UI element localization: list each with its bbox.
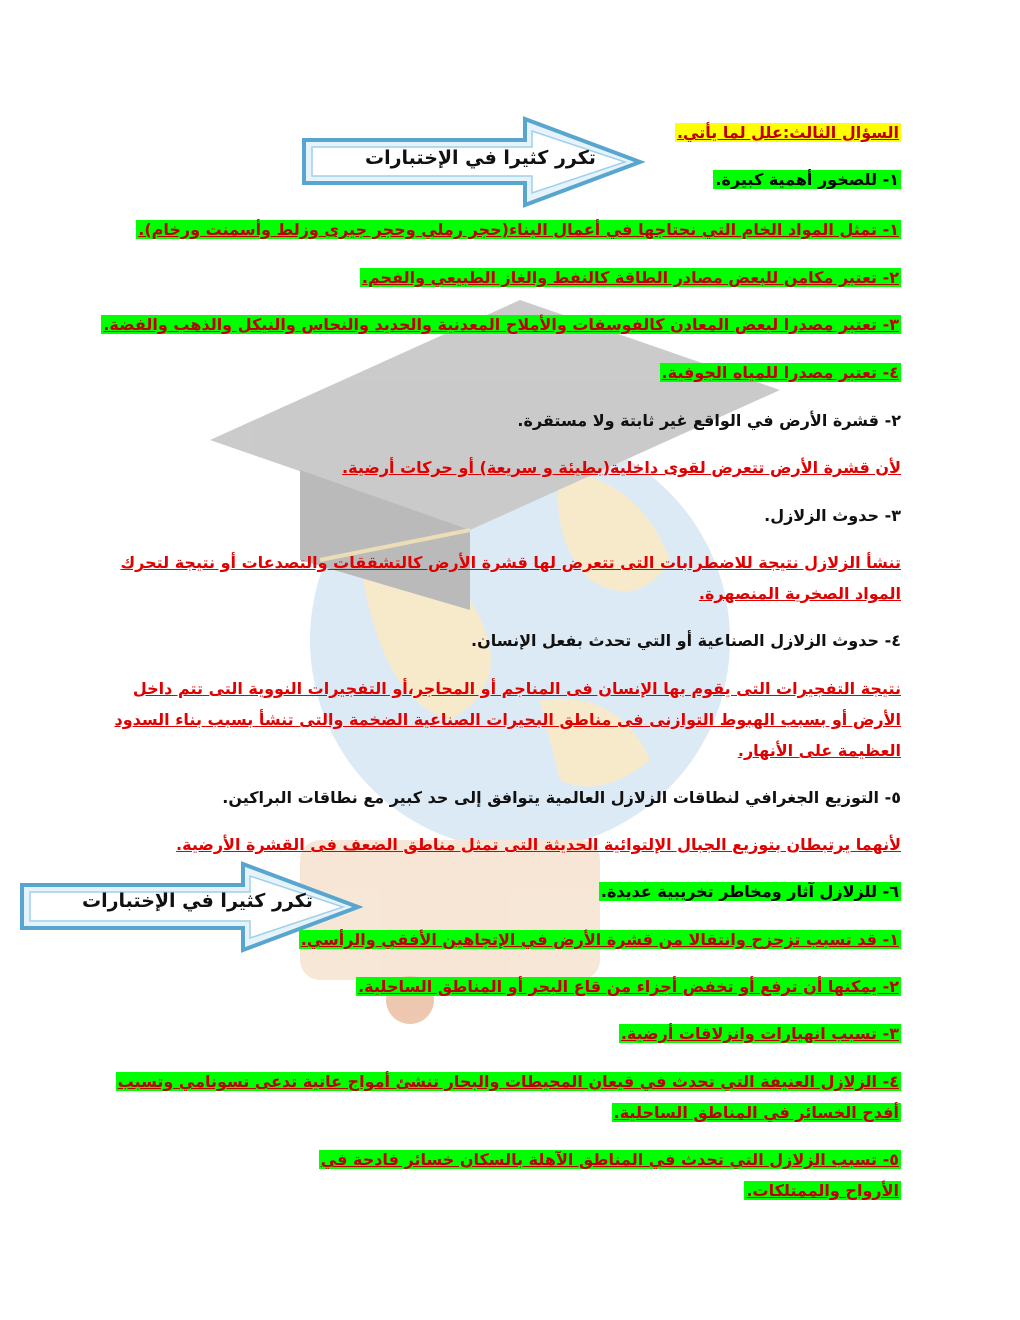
q6-answer-1: ١- قد تسبب تزحزح وانتقالا من قشرة الأرض في الإتجاهين الأفقي والرأسي. <box>300 930 899 949</box>
q6-answer-2: ٢- يمكنها أن ترفع أو تخفض أجزاء من قاع البحر أو المناطق الساحلية. <box>358 977 899 996</box>
q6-answer-4-line-2: أفدح الخسائر في المناطق الساحلية. <box>613 1103 899 1122</box>
callout-label-1: تكرر كثيرا في الإختبارات <box>365 147 596 169</box>
q2-answer: لأن قشرة الأرض تتعرض لقوى داخلية(بطيئة و سريعة) أو حركات أرضية. <box>342 458 901 477</box>
q5-heading: ٥- التوزيع الجغرافي لنطاقات الزلازل العالمية يتوافق إلى حد كبير مع نطاقات البراكين. <box>222 788 901 807</box>
q4-heading: ٤- حدوث الزلازل الصناعية أو التي تحدث بفعل الإنسان. <box>471 631 901 650</box>
question-title: السؤال الثالث:علل لما يأتي. <box>676 123 899 142</box>
q3-answer-line-1: تنشأ الزلازل نتيجة للاضطرابات التى تتعرض لها قشرة الأرض كالتشققات والتصدعات أو نتيجة لتحرك <box>120 553 901 572</box>
q5-answer: لأنهما يرتبطان بتوزيع الجبال الإلتوائية الحديثة التى تمثل مناطق الضعف فى القشرة الأرضية. <box>176 835 901 854</box>
q1-answer-2: ٢- تعتبر مكامن للبعض مصادر الطاقة كالنفط والغاز الطبيعي والفحم. <box>361 268 899 287</box>
q6-answer-5-line-2: الأرواح والممتلكات. <box>746 1181 899 1200</box>
q1-answer-1: ١- تمثل المواد الخام التي نحتاجها في أعمال البناء(حجر رملي وحجر جيرى وزلط وأسمنت ورخام). <box>138 220 899 239</box>
q1-heading: ١- للصخور أهمية كبيرة. <box>715 170 899 189</box>
q6-answer-3: ٣- تسبب انهيارات وانزلاقات أرضية. <box>620 1024 899 1043</box>
q4-answer-line-2: الأرض أو بسبب الهبوط التوازنى فى مناطق البحيرات الصناعية الضخمة والتى تنشأ بسبب بناء السدود <box>114 710 901 729</box>
q2-heading: ٢- قشرة الأرض في الواقع غير ثابتة ولا مستقرة. <box>517 411 901 430</box>
q6-answer-4-line-1: ٤- الزلازل العنيفة التي تحدث في قيعان المحيطات والبحار تنشئ أمواج عاتية تدعى تسونامي وتسبب <box>117 1072 899 1091</box>
q3-answer-line-2: المواد الصخرية المنصهرة. <box>698 584 901 603</box>
callout-label-2: تكرر كثيرا في الإختبارات <box>82 890 313 912</box>
q4-answer-line-1: نتيجة التفجيرات التى يقوم بها الإنسان فى المناجم أو المحاجر،أو التفجيرات النووية التى تتم داخل <box>132 679 901 698</box>
q1-answer-3: ٣- تعتبر مصدرا لبعض المعادن كالفوسفات والأملاح المعدنية والحديد والنحاس والنيكل والذهب والفضة. <box>103 315 899 334</box>
q4-answer-line-3: العظيمة على الأنهار. <box>737 741 901 760</box>
q6-heading: ٦- للزلازل آثار ومخاطر تخريبية عديدة. <box>600 882 899 901</box>
q6-answer-5-line-1: ٥- تسبب الزلازل التي تحدث في المناطق الآهلة بالسكان خسائر فادحة في <box>320 1150 899 1169</box>
q1-answer-4: ٤- تعتبر مصدرا للمياه الجوفية. <box>661 363 899 382</box>
q3-heading: ٣- حدوث الزلازل. <box>764 506 901 525</box>
